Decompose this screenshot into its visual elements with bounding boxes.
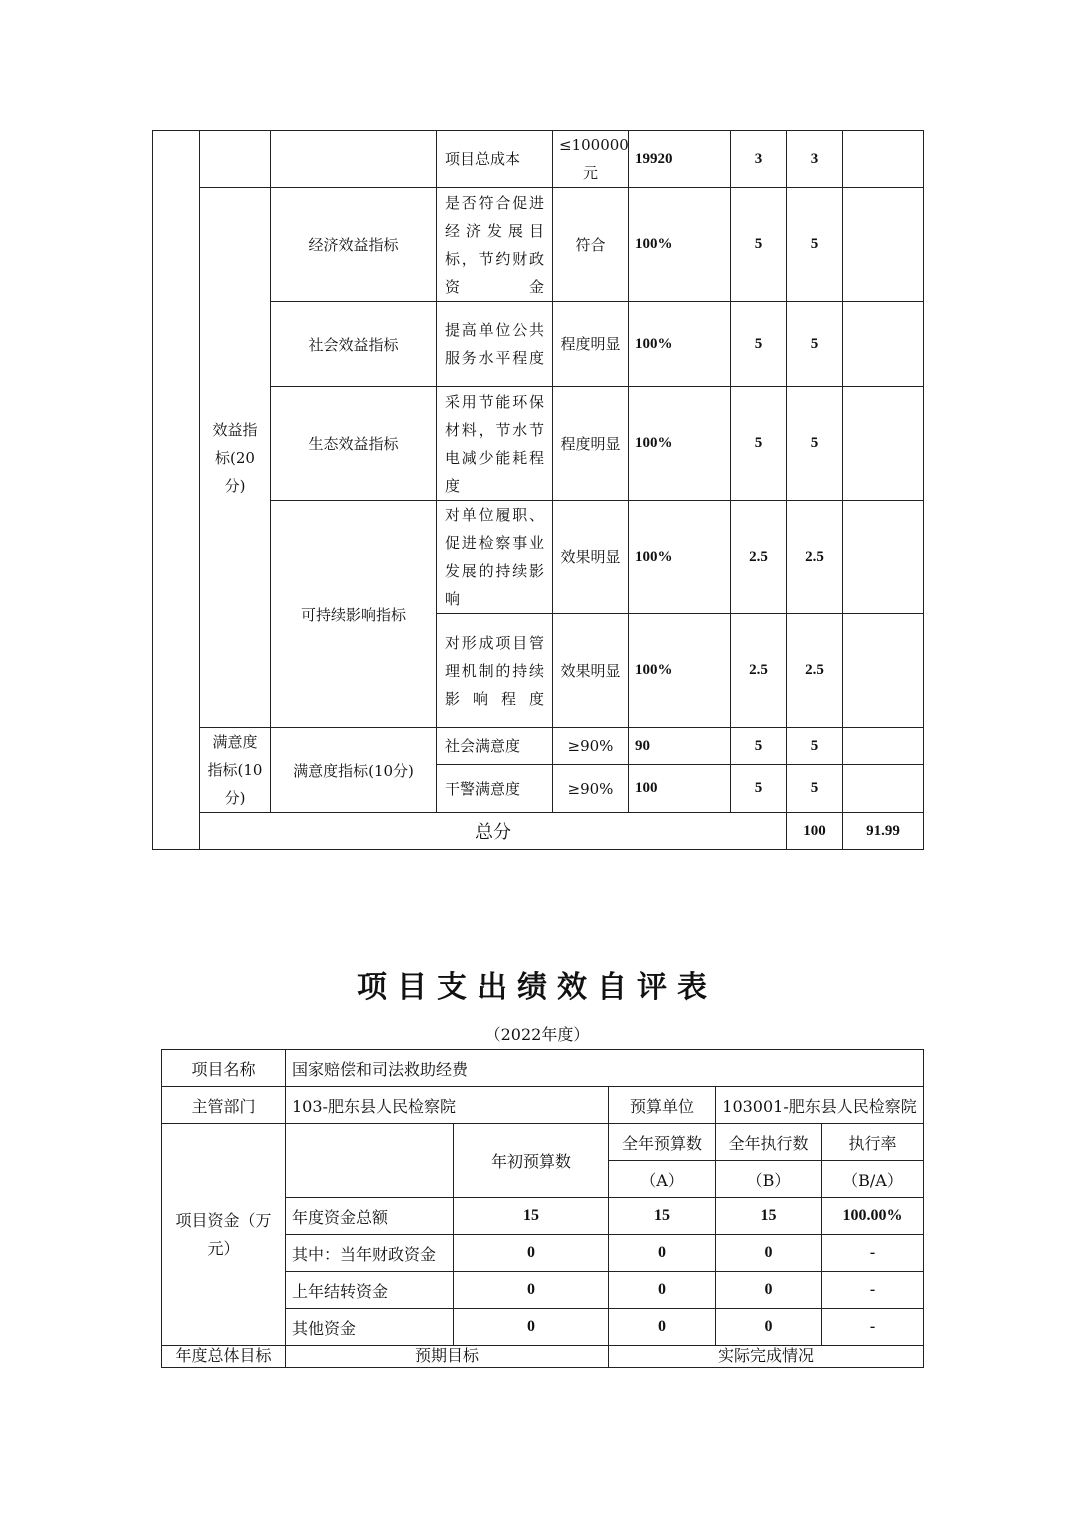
- weight-value: 5: [731, 188, 787, 302]
- project-name: 国家赔偿和司法救助经费: [286, 1050, 924, 1087]
- target-value: ≥90%: [553, 728, 629, 765]
- executed-value: 0: [716, 1272, 822, 1309]
- table-row: [162, 1050, 924, 1087]
- actual-value: 100%: [629, 387, 731, 501]
- performance-indicator-table: [152, 130, 924, 850]
- category-label: 经济效益指标: [271, 188, 437, 302]
- target-value: ≤100000元: [553, 131, 629, 188]
- rate-value: -: [822, 1235, 924, 1272]
- actual-value: 100%: [629, 188, 731, 302]
- table-row: [162, 1124, 924, 1161]
- score-value: 5: [787, 302, 843, 387]
- target-value: 符合: [553, 188, 629, 302]
- table-row: [153, 131, 924, 188]
- row-label: 上年结转资金: [286, 1272, 454, 1309]
- rate-value: 100.00%: [822, 1198, 924, 1235]
- table-row: [153, 728, 924, 765]
- indicator-name: 项目总成本: [437, 131, 553, 188]
- goal-label: 年度总体目标: [162, 1346, 286, 1368]
- category-label: 社会效益指标: [271, 302, 437, 387]
- annual-value: 15: [609, 1198, 716, 1235]
- indicator-name: 采用节能环保材料，节水节电减少能耗程度: [437, 387, 553, 501]
- total-weight: 100: [787, 813, 843, 850]
- page-subtitle: （2022年度）: [484, 1025, 590, 1044]
- indicator-name: 提高单位公共服务水平程度: [437, 302, 553, 387]
- indicator-name: 社会满意度: [437, 728, 553, 765]
- initial-value: 0: [454, 1309, 609, 1346]
- table-row: [153, 188, 924, 302]
- indicator-name: 是否符合促进经济发展目标，节约财政资金: [437, 188, 553, 302]
- target-value: 程度明显: [553, 302, 629, 387]
- project-expenditure-table: [161, 1049, 924, 1368]
- header-executed-sub: （B）: [716, 1161, 822, 1198]
- weight-value: 5: [731, 387, 787, 501]
- total-score: 91.99: [843, 813, 924, 850]
- rate-value: -: [822, 1272, 924, 1309]
- weight-value: 3: [731, 131, 787, 188]
- row-label: 其他资金: [286, 1309, 454, 1346]
- total-label: 总分: [200, 813, 787, 850]
- header-initial: 年初预算数: [454, 1124, 609, 1198]
- initial-value: 15: [454, 1198, 609, 1235]
- executed-value: 15: [716, 1198, 822, 1235]
- weight-value: 5: [731, 302, 787, 387]
- target-value: 效果明显: [553, 614, 629, 728]
- actual-value: 100%: [629, 501, 731, 614]
- funds-label: 项目资金（万元）: [162, 1124, 286, 1346]
- score-value: 3: [787, 131, 843, 188]
- category-label: 可持续影响指标: [271, 501, 437, 728]
- score-value: 5: [787, 728, 843, 765]
- row-label: 年度资金总额: [286, 1198, 454, 1235]
- initial-value: 0: [454, 1235, 609, 1272]
- row-label: 其中：当年财政资金: [286, 1235, 454, 1272]
- project-name-label: 项目名称: [162, 1050, 286, 1087]
- indicator-name: 对单位履职、促进检察事业发展的持续影响: [437, 501, 553, 614]
- header-annual-sub: （A）: [609, 1161, 716, 1198]
- target-value: ≥90%: [553, 765, 629, 813]
- annual-value: 0: [609, 1309, 716, 1346]
- table-row: [162, 1087, 924, 1124]
- category-label: 生态效益指标: [271, 387, 437, 501]
- rate-value: -: [822, 1309, 924, 1346]
- budget-unit-label: 预算单位: [609, 1087, 716, 1124]
- header-executed: 全年执行数: [716, 1124, 822, 1161]
- total-row: [153, 813, 924, 850]
- table-row: [162, 1346, 924, 1368]
- actual-value: 90: [629, 728, 731, 765]
- header-annual: 全年预算数: [609, 1124, 716, 1161]
- dept-value: 103-肥东县人民检察院: [286, 1087, 609, 1124]
- indicator-name: 干警满意度: [437, 765, 553, 813]
- header-rate: 执行率: [822, 1124, 924, 1161]
- dept-label: 主管部门: [162, 1087, 286, 1124]
- score-value: 2.5: [787, 614, 843, 728]
- actual-value: 19920: [629, 131, 731, 188]
- weight-value: 5: [731, 765, 787, 813]
- executed-value: 0: [716, 1309, 822, 1346]
- actual-value: 100: [629, 765, 731, 813]
- actual-label: 实际完成情况: [609, 1346, 924, 1368]
- benefit-section-label: 效益指标(20分): [200, 188, 271, 728]
- target-value: 效果明显: [553, 501, 629, 614]
- actual-value: 100%: [629, 614, 731, 728]
- header-rate-sub: （B/A）: [822, 1161, 924, 1198]
- score-value: 5: [787, 188, 843, 302]
- target-value: 程度明显: [553, 387, 629, 501]
- budget-unit-value: 103001-肥东县人民检察院: [716, 1087, 924, 1124]
- score-value: 2.5: [787, 501, 843, 614]
- score-value: 5: [787, 765, 843, 813]
- satisfaction-section-label: 满意度指标(10分): [200, 728, 271, 813]
- page-title: 项目支出绩效自评表: [357, 970, 717, 1005]
- score-value: 5: [787, 387, 843, 501]
- annual-value: 0: [609, 1235, 716, 1272]
- category-label: 满意度指标(10分): [271, 728, 437, 813]
- initial-value: 0: [454, 1272, 609, 1309]
- annual-value: 0: [609, 1272, 716, 1309]
- weight-value: 2.5: [731, 501, 787, 614]
- executed-value: 0: [716, 1235, 822, 1272]
- weight-value: 2.5: [731, 614, 787, 728]
- actual-value: 100%: [629, 302, 731, 387]
- expected-label: 预期目标: [286, 1346, 609, 1368]
- weight-value: 5: [731, 728, 787, 765]
- indicator-name: 对形成项目管理机制的持续影响程度: [437, 614, 553, 728]
